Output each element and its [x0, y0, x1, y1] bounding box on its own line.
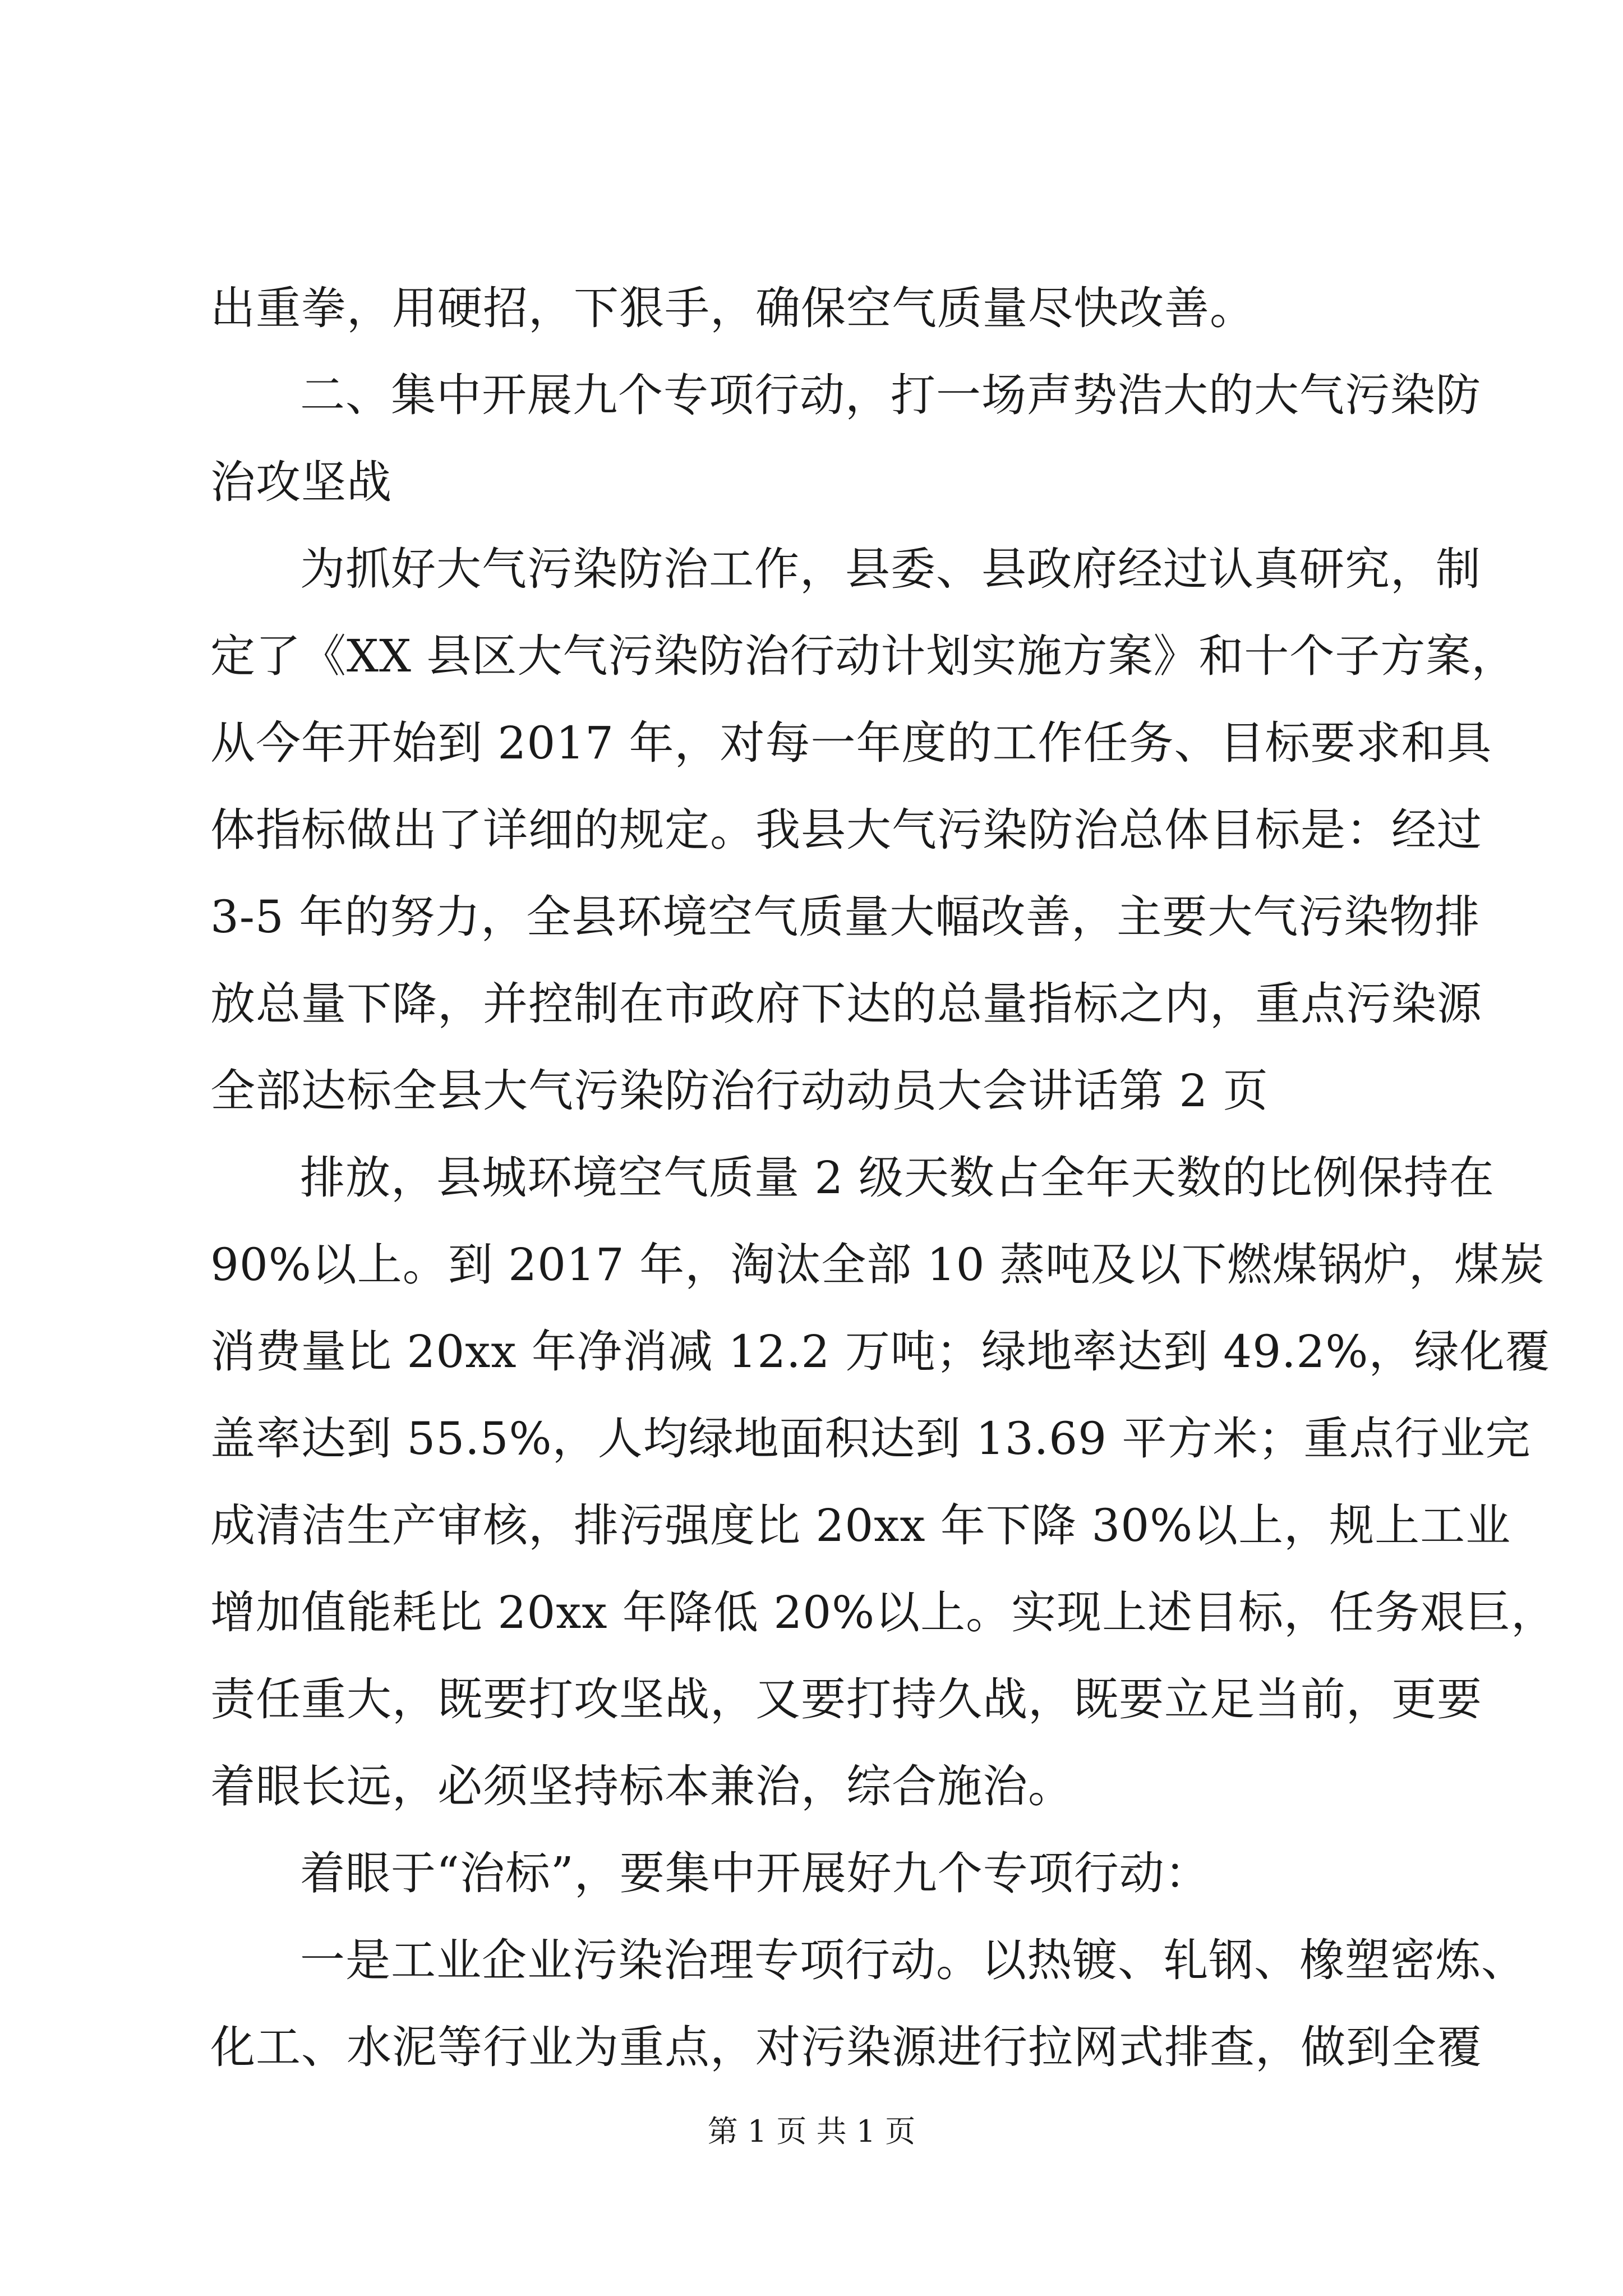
- body-line: 成清洁生产审核，排污强度比 20xx 年下降 30%以上，规上工业: [210, 1499, 1511, 1552]
- section-heading-line: 二、集中开展九个专项行动，打一场声势浩大的大气污染防: [300, 369, 1481, 421]
- body-line: 一是工业企业污染治理专项行动。以热镀、轧钢、橡塑密炼、: [300, 1934, 1527, 1986]
- body-line: 出重拳，用硬招，下狠手，确保空气质量尽快改善。: [210, 282, 1255, 334]
- body-line: 3-5 年的努力，全县环境空气质量大幅改善，主要大气污染物排: [210, 891, 1481, 943]
- body-line: 增加值能耗比 20xx 年降低 20%以上。实现上述目标，任务艰巨，: [210, 1586, 1557, 1639]
- page-footer: 第 1 页 共 1 页: [707, 2114, 916, 2149]
- body-line: 着眼于“治标”，要集中开展好九个专项行动：: [300, 1847, 1210, 1899]
- body-line: 全部达标全县大气污染防治行动动员大会讲话第 2 页: [210, 1065, 1269, 1117]
- body-line: 着眼长远，必须坚持标本兼治，综合施治。: [210, 1760, 1073, 1812]
- body-line: 化工、水泥等行业为重点，对污染源进行拉网式排查，做到全覆: [210, 2021, 1482, 2073]
- body-line: 体指标做出了详细的规定。我县大气污染防治总体目标是：经过: [210, 804, 1482, 856]
- body-line: 盖率达到 55.5%，人均绿地面积达到 13.69 平方米；重点行业完: [210, 1412, 1531, 1465]
- body-line: 为抓好大气污染防治工作，县委、县政府经过认真研究，制: [300, 543, 1481, 595]
- body-line: 90%以上。到 2017 年，淘汰全部 10 蒸吨及以下燃煤锅炉，煤炭: [210, 1239, 1545, 1291]
- section-heading-line: 治攻坚战: [210, 456, 392, 508]
- body-line: 定了《XX 县区大气污染防治行动计划实施方案》和十个子方案，: [210, 630, 1517, 682]
- body-line: 放总量下降，并控制在市政府下达的总量指标之内，重点污染源: [210, 978, 1482, 1030]
- body-line: 责任重大，既要打攻坚战，又要打持久战，既要立足当前，更要: [210, 1673, 1482, 1726]
- body-line: 排放，县城环境空气质量 2 级天数占全年天数的比例保持在: [300, 1152, 1495, 1204]
- body-line: 从今年开始到 2017 年，对每一年度的工作任务、目标要求和具: [210, 717, 1492, 769]
- body-line: 消费量比 20xx 年净消减 12.2 万吨；绿地率达到 49.2%，绿化覆: [210, 1326, 1551, 1378]
